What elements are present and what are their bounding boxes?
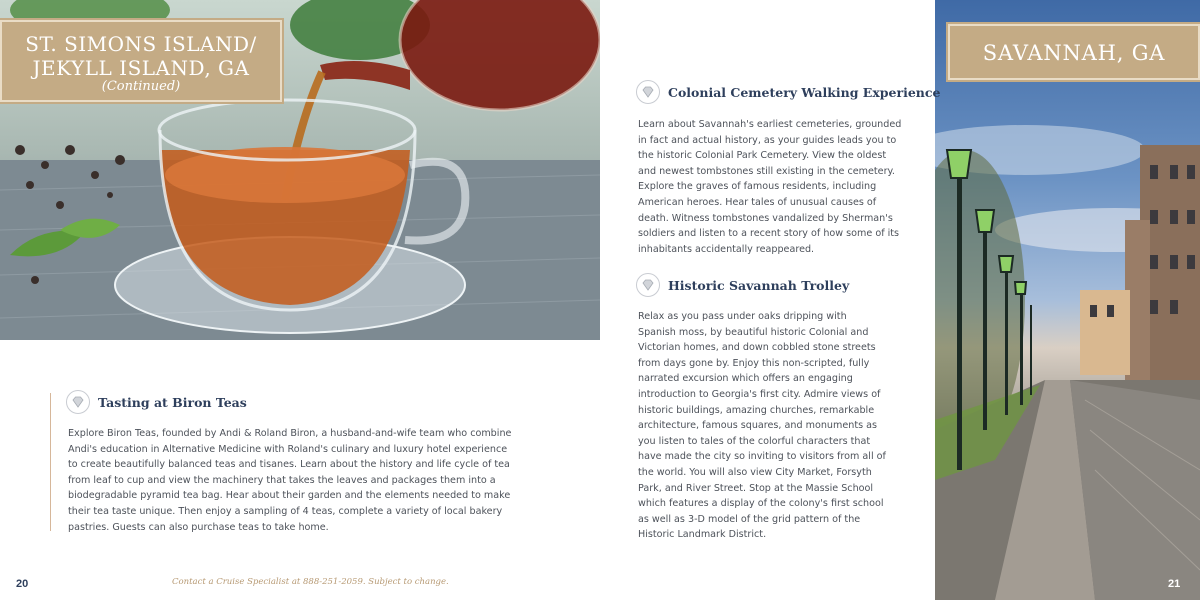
left-title-line2: JEKYLL ISLAND, GA: [32, 56, 250, 80]
right-title: SAVANNAH, GA: [982, 41, 1166, 65]
savannah-street-illustration: [935, 0, 1200, 600]
diamond-icon: [66, 390, 90, 414]
page-number-right: 21: [1168, 578, 1181, 590]
page-number-left: 20: [16, 578, 29, 590]
cemetery-body: Learn about Savannah's earliest cemeteries, grounded in fact and actual history, as your guides leads you to the historic Colonial Park Cemetery. View the oldest and newest tombstones still existing in the cemetery. Explore the graves of famous residents, including American heroes. Hear tales of unusual causes of death. Witness tombstones vandalized by Sherman's soldiers and listen to a recent story of how some of its inhabitants accidentally reappeared.: [638, 119, 902, 255]
trolley-body: Relax as you pass under oaks dripping with Spanish moss, by beautiful historic Colonial and Victorian homes, and down cobbled stone streets from days gone by. Enjoy this non-scripted, fully narrated excursion which offers an engaging introduction to Georgia's first city. Admire views of historic buildings, amazing churches, remarkable architecture, famous squares, and monuments as you listen to tales of the colorful characters that have made the city so inviting to visitors from all of the world. You will also view City Market, Forsyth Park, and River Street. Stop at the Massie School which features a display of the colony's first school as well as 3-D model of the grid pattern of the Historic Landmark District.: [638, 311, 886, 541]
diamond-icon: [636, 80, 660, 104]
tasting-title-text: Tasting at Biron Teas: [98, 394, 247, 410]
section-divider-rule: [50, 393, 51, 531]
right-title-banner: [948, 24, 1200, 80]
cemetery-title-text: Colonial Cemetery Walking Experience: [668, 84, 941, 100]
savannah-street-photo: [935, 0, 1200, 600]
footer-contact-note: Contact a Cruise Specialist at 888-251-2059. Subject to change.: [172, 577, 449, 587]
left-title-banner: [0, 20, 282, 102]
tasting-section-title: [66, 390, 247, 414]
trolley-section-title: [636, 273, 849, 297]
diamond-icon: [636, 273, 660, 297]
left-title-subtitle: (Continued): [101, 79, 181, 94]
tasting-body: Explore Biron Teas, founded by Andi & Roland Biron, a husband-and-wife team who combine Andi's education in Alternative Medicine with Roland's culinary and luxury hotel experience to create beautifully balanced teas and tisanes. Learn about the history and life cycle of tea from leaf to cup and view the machinery that takes the leaves and packages them into a biodegradable pyramid tea bag. Hear about their garden and the elements needed to make their tea taste unique. Then enjoy a sampling of 4 teas, complete a variety of local bakery pastries. Guests can also purchase teas to take home.: [68, 428, 512, 533]
left-title-line1: ST. SIMONS ISLAND/: [25, 32, 257, 56]
trolley-title-text: Historic Savannah Trolley: [668, 277, 850, 293]
cemetery-section-title: [636, 80, 940, 104]
